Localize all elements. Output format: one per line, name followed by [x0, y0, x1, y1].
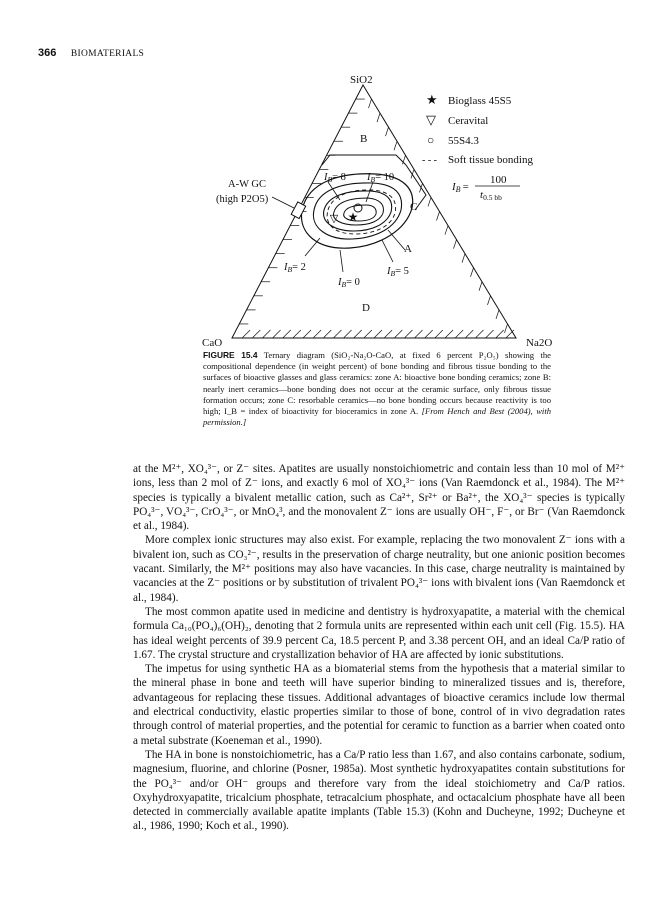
awgc-leader [272, 197, 294, 208]
legend-label-bioglass: Bioglass 45S5 [448, 95, 512, 107]
zone-b-boundary [322, 155, 406, 165]
figure-caption [203, 350, 551, 428]
svg-text:IB=: IB = [452, 181, 469, 194]
ib0-label: IB= 0 [338, 277, 360, 289]
awgc-sublabel: (high P2O5) [216, 194, 269, 205]
caption-label: FIGURE 15.4 [203, 350, 258, 360]
paragraph-5: The HA in bone is nonstoichiometric, has a Ca/P ratio less than 1.67, and also contains carbonate, sodium, magnesium, fluorine, and chlorine (Posner, 1985a). Most synthetic hydroxyapatites contain substitutions for the PO₄³⁻ and/or OH⁻ groups and therefore vary from the ideal stoichiometry and Ca/P ratios. Oxyhydroxyapatite, tricalcium phosphate, tetracalcium phosphate, and octacalcium phosphate have all been detected in commercially available apatite implants (Table 15.3) (Kohn and Ducheyne, 1992; Ducheyne et al., 1986, 1990; Koch et al., 1990). [133, 748, 625, 833]
legend-label-55s43: 55S4.3 [448, 135, 479, 147]
legend-symbol-soft-tissue: - - - [422, 155, 437, 166]
caption-source: [From Hench and Best (2004), with permission.] [203, 406, 552, 428]
ib5-label: IB= 5 [387, 266, 409, 278]
paragraph-1: at the M²⁺, XO₄³⁻, or Z⁻ sites. Apatites are usually nonstoichiometric and contain less than 10 mol of M²⁺ ions, less than 2 mol of Z⁻ ions, and exactly 6 mol of XO₄³⁻ ions (Van Raemdonck et al., 1984). The M²⁺ species is typically a bivalent metallic cation, such as Ca²⁺, Sr²⁺ or Ba²⁺, the XO₄³⁻ species is typically PO₄³⁻, VO₄³⁻, CrO₄³⁻, or MnO₄³, and the monovalent Z⁻ ions are usually OH⁻, F⁻, or Br⁻ (Van Raemdonck et al., 1984). [133, 463, 625, 533]
legend-label-ceravital: Ceravital [448, 115, 489, 127]
legend-symbol-55s43: ○ [427, 133, 435, 147]
ceravital-marker: ▽ [329, 213, 339, 225]
ib2-leader [305, 238, 320, 256]
ib5-leader [382, 240, 393, 262]
awgc-label: A-W GC [228, 179, 267, 190]
zone-a-leader [388, 230, 405, 250]
page-number: 366 [38, 47, 57, 59]
svg-text:100: 100 [490, 174, 507, 186]
ib0-leader [340, 250, 343, 272]
paragraph-3: The most common apatite used in medicine and dentistry is hydroxyapatite, a material with the chemical formula Ca₁₀(PO₄)₆(OH)₂, denoting that 2 formula units are represented within each unit cell (Fig. 15.5). HA has ideal weight percents of 39.9 percent Ca, 18.5 percent P, and 3.38 percent OH, and an ideal Ca/P ratio of 1.67. The crystal structure and crystallization behavior of HA are affected by ionic substitutions. [133, 605, 625, 661]
body-text [133, 462, 625, 834]
paragraph-4: The impetus for using synthetic HA as a biomaterial stems from the hypothesis that a material similar to the mineral phase in bone and teeth will have superior binding to mineralized tissues and is, therefore, advantageous for replacing these tissues. Additional advantages of bioactive ceramics include low thermal and electrical conductivity, elastic properties similar to those of bone, control of in vivo degradation rates through control of material properties, and the potential for ceramic to function as a barrier when coated onto a metal substrate (Koeneman et al., 1990). [133, 663, 625, 747]
legend-symbol-ceravital: ▽ [426, 112, 436, 127]
running-head: BIOMATERIALS [70, 49, 145, 59]
ib10-label: IB= 10 [367, 172, 395, 184]
ternary-diagram [190, 70, 590, 350]
caption-text: Ternary diagram (SiO₂-Na₂O-CaO, at fixed 6 percent P₂O₅) showing the compositional dependence (in weight percent) of bone bonding and fibrous tissue bonding to the surfaces of bioactive glasses and glass ceramics: zone A: bioactive bone bonding ceramics; zone B: nearly inert ceramics—bone bonding does not occur at the ceramic surface, only fibrous tissue formation occurs; zone C: resorbable ceramics—no bone bonding occurs because reactivity is too high; I_B = index of bioactivity for bioceramics in zone A. [203, 350, 551, 417]
vertex-na2o: Na2O [526, 337, 553, 349]
paragraph-2: More complex ionic structures may also exist. For example, replacing the two monovalent Z⁻ ions with a bivalent ion, such as CO₃²⁻, results in the preservation of charge neutrality, but one anionic position becomes vacant. Similarly, the M²⁺ positions may also have vacancies. In this case, charge neutrality is maintained by vacancies at the Z⁻ positions or by substitution of trivalent PO₄³⁻ ions with bivalent ions (Van Raemdonck et al., 1984). [133, 534, 625, 604]
page-header [38, 47, 144, 59]
svg-text:t0.5 bb: t0.5 bb [480, 189, 502, 202]
zone-d-label: D [362, 302, 370, 314]
zone-b-label: B [360, 133, 368, 145]
legend-label-soft-tissue: Soft tissue bonding [448, 154, 533, 166]
vertex-cao: CaO [202, 337, 223, 349]
ib-formula [451, 174, 520, 202]
ib8-label: IB= 8 [324, 172, 346, 184]
zone-c-label: C [410, 201, 418, 213]
bioglass-marker: ★ [347, 210, 359, 224]
legend [422, 92, 533, 166]
legend-symbol-bioglass: ★ [426, 92, 438, 107]
ib2-label: IB= 2 [284, 262, 306, 274]
vertex-sio2: SiO2 [350, 74, 373, 86]
zone-a-label: A [404, 243, 412, 255]
